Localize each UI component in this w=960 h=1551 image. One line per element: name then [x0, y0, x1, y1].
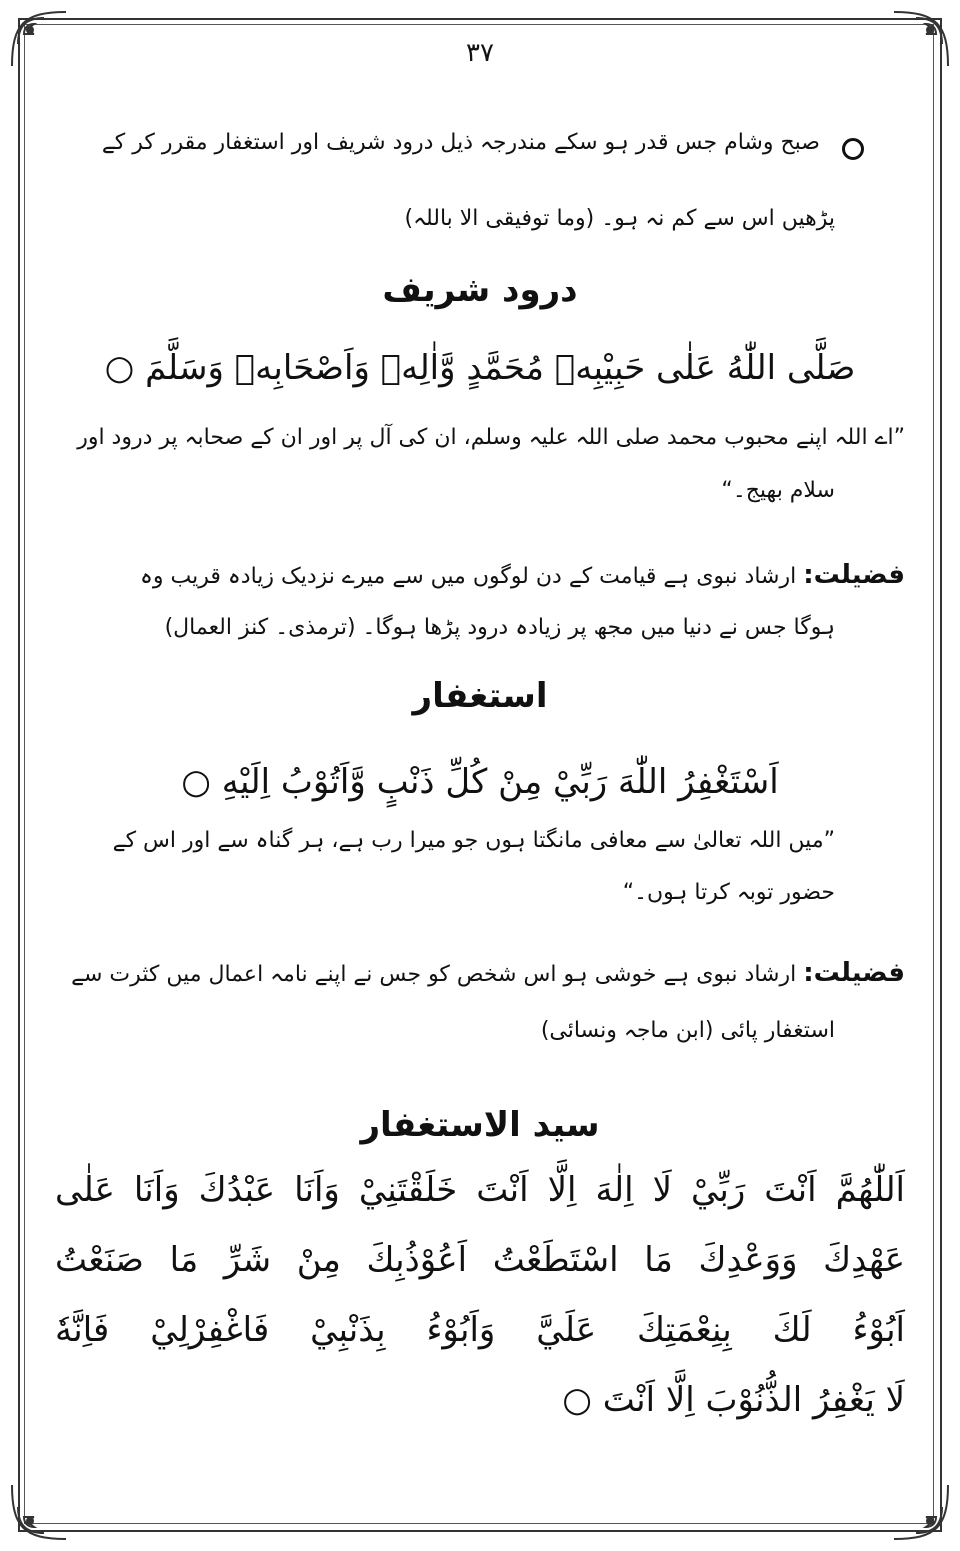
intro-line-2: پڑھیں اس سے کم نہ ہو۔ (وما توفیقی الا باللہ) [404, 206, 835, 231]
durood-arabic: صَلَّى اللّٰهُ عَلٰى حَبِيْبِهٖ مُحَمَّدٍ وَّاٰلِهٖ وَاَصْحَابِهٖ وَسَلَّمَ ○ [104, 348, 856, 388]
fazilat-text: ارشاد نبوی ہے خوشی ہو اس شخص کو جس نے اپنے نامہ اعمال میں کثرت سے [71, 962, 797, 987]
sayyid-line-2: عَهْدِكَ وَوَعْدِكَ مَا اسْتَطَعْتُ اَعُوْذُبِكَ مِنْ شَرِّ مَا صَنَعْتُ [55, 1240, 905, 1280]
durood-translation-2: سلام بھیج۔“ [721, 478, 835, 503]
durood-heading: درود شریف [382, 270, 578, 310]
fazilat-label: فضیلت: [803, 560, 905, 590]
bullet-circle-icon [842, 138, 864, 160]
istighfar-translation-1: ”میں اللہ تعالیٰ سے معافی مانگتا ہوں جو میرا رب ہے، ہر گناہ سے اور اس کے [112, 828, 835, 853]
durood-translation-1: ”اے اللہ اپنے محبوب محمد صلی اللہ علیہ وسلم، ان کی آل پر اور ان کے صحابہ پر درود اور [77, 425, 905, 450]
corner-ornament-icon [4, 1477, 74, 1547]
durood-fazilat-2: ہوگا جس نے دنیا میں مجھ پر زیادہ درود پڑھا ہوگا۔ (ترمذی۔ کنز العمال) [164, 615, 835, 640]
istighfar-fazilat-1 [71, 958, 905, 988]
sayyid-line-1: اَللّٰهُمَّ اَنْتَ رَبِّيْ لَا اِلٰهَ اِلَّا اَنْتَ خَلَقْتَنِيْ وَاَنَا عَبْدُكَ وَاَنَا عَلٰى [55, 1170, 905, 1210]
istighfar-fazilat-2: استغفار پائی (ابن ماجہ ونسائی) [540, 1018, 835, 1043]
fazilat-label: فضیلت: [803, 958, 905, 988]
istighfar-heading: استغفار [412, 676, 548, 716]
sayyid-line-4: لَا يَغْفِرُ الذُّنُوْبَ اِلَّا اَنْتَ ○ [562, 1380, 905, 1420]
sayyid-line-3: اَبُوْءُ لَكَ بِنِعْمَتِكَ عَلَيَّ وَاَبُوْءُ بِذَنْبِيْ فَاغْفِرْلِيْ فَاِنَّهٗ [55, 1310, 905, 1350]
sayyid-heading: سید الاستغفار [360, 1105, 600, 1145]
istighfar-arabic: اَسْتَغْفِرُ اللّٰهَ رَبِّيْ مِنْ كُلِّ ذَنْبٍ وَّاَتُوْبُ اِلَيْهِ ○ [181, 762, 779, 802]
fazilat-text: ارشاد نبوی ہے قیامت کے دن لوگوں میں سے میرے نزدیک زیادہ قریب وہ [140, 564, 797, 589]
durood-fazilat-1 [140, 560, 905, 590]
istighfar-translation-2: حضور توبہ کرتا ہوں۔“ [622, 880, 835, 905]
page-number: ۳۷ [466, 38, 494, 68]
corner-ornament-icon [886, 1477, 956, 1547]
intro-line-1: صبح وشام جس قدر ہو سکے مندرجہ ذیل درود شریف اور استغفار مقرر کر کے [101, 130, 820, 155]
